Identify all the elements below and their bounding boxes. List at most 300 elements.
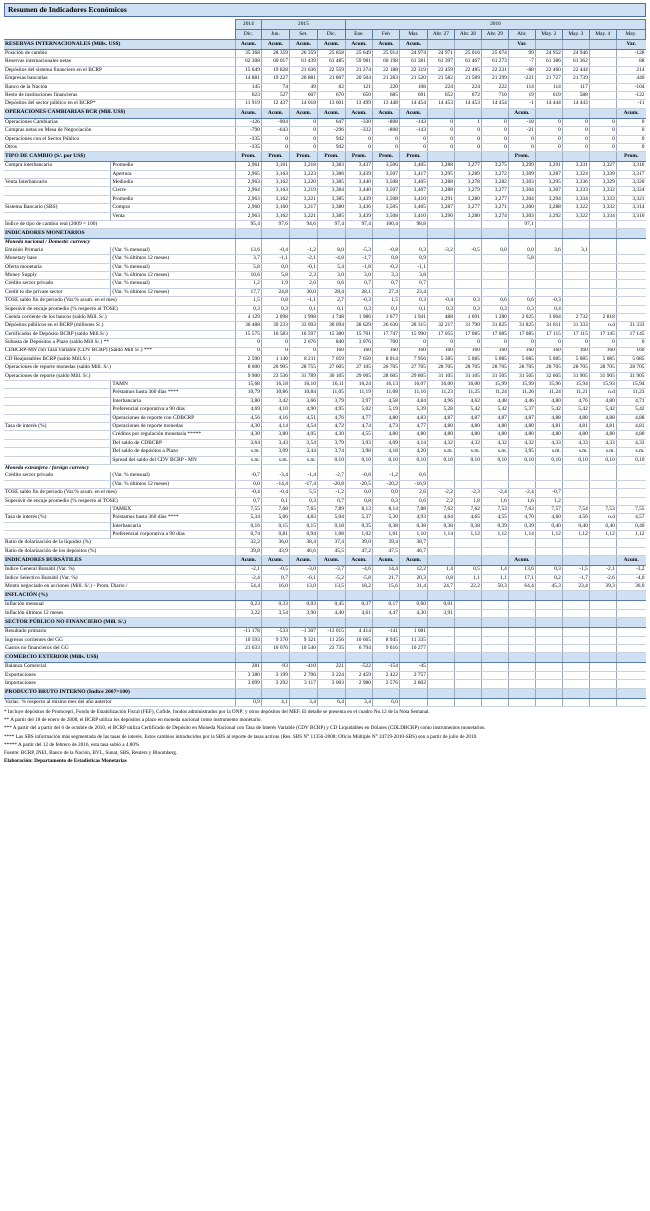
value-cell: 28,4 [317, 288, 345, 296]
value-cell [616, 547, 645, 555]
value-cell [616, 653, 645, 663]
value-cell: 25 074 [481, 50, 508, 58]
value-cell: 0,0 [261, 263, 289, 271]
value-cell: -7 [508, 58, 535, 66]
value-cell: 7,55 [235, 505, 261, 513]
value-cell: -808 [372, 118, 399, 126]
row-label: Compras netas en Mesa de Negociación [4, 127, 235, 135]
value-cell: 1 280 [481, 313, 508, 321]
value-cell [535, 645, 562, 653]
value-cell: 3,295 [427, 170, 454, 178]
value-cell: 27 605 [317, 364, 345, 372]
value-cell: 30,0 [289, 288, 317, 296]
value-cell [454, 108, 481, 118]
row-label: Gastos no financieros del GG [4, 645, 235, 653]
value-cell: 95,4 [235, 221, 261, 229]
value-cell: 214 [616, 66, 645, 74]
value-cell [562, 628, 589, 636]
value-cell: -88 [508, 66, 535, 74]
value-cell: 28 705 [454, 364, 481, 372]
value-cell [616, 288, 645, 296]
value-cell: Prom. [508, 152, 535, 162]
value-cell: 3,279 [454, 187, 481, 195]
value-cell: 14 018 [289, 100, 317, 108]
value-cell: 22 485 [454, 66, 481, 74]
value-cell: 61 281 [399, 58, 427, 66]
value-cell: 0 [399, 143, 427, 151]
value-cell: 4,32 [454, 439, 481, 447]
value-cell: 2 706 [289, 671, 317, 679]
row-label [4, 187, 111, 195]
value-cell: 4,88 [589, 414, 616, 422]
value-cell: 4,51 [289, 414, 317, 422]
value-cell [454, 221, 481, 229]
value-cell: 24 974 [399, 50, 427, 58]
value-cell [535, 628, 562, 636]
value-cell [427, 472, 454, 480]
value-cell: 11,23 [616, 389, 645, 397]
value-cell: -335 [235, 143, 261, 151]
row-unit: Compra [111, 204, 236, 212]
value-cell: 62 308 [235, 58, 261, 66]
value-cell: 4,54 [289, 423, 317, 431]
value-cell: 4,14 [261, 423, 289, 431]
value-cell [481, 464, 508, 472]
value-cell: 4,14 [399, 439, 427, 447]
value-cell [589, 255, 616, 263]
value-cell: 3,316 [616, 212, 645, 220]
value-cell [454, 698, 481, 706]
value-cell [589, 66, 616, 74]
value-cell: 2 732 [562, 313, 589, 321]
value-cell: 0,38 [372, 522, 399, 530]
table-row [4, 680, 646, 688]
value-cell: 15 649 [235, 66, 261, 74]
value-cell: 0,39 [481, 522, 508, 530]
value-cell: 5 085 [562, 355, 589, 363]
value-cell: 0 [427, 339, 454, 347]
table-row [4, 305, 646, 313]
value-cell: s.m. [589, 448, 616, 456]
value-cell [508, 671, 535, 679]
value-cell: 4,87 [508, 414, 535, 422]
value-cell: 1 986 [345, 313, 372, 321]
value-cell [589, 108, 616, 118]
value-cell: 527 [261, 91, 289, 99]
value-cell: 1,12 [616, 531, 645, 539]
value-cell: -1 307 [289, 628, 317, 636]
value-cell: 13,0 [289, 583, 317, 591]
row-label: Superávit de encaje promedio (% respecto al TOSE) [4, 305, 235, 313]
table-row [4, 522, 646, 530]
value-cell: -21 [508, 127, 535, 135]
value-cell: 20 905 [261, 364, 289, 372]
value-cell [508, 547, 535, 555]
value-cell: Acum. [616, 556, 645, 566]
value-cell [372, 618, 399, 628]
value-cell: 3,43 [261, 439, 289, 447]
table-row [4, 247, 646, 255]
value-cell: 30 105 [317, 372, 345, 380]
value-cell: 3,507 [372, 170, 399, 178]
value-cell: 0,38 [454, 522, 481, 530]
value-cell: 7 956 [399, 355, 427, 363]
value-cell: Prom. [372, 152, 399, 162]
table-row [4, 297, 646, 305]
value-cell: 4,30 [235, 431, 261, 439]
value-cell: 160 [317, 347, 345, 355]
value-cell [454, 688, 481, 698]
value-cell: -6,1 [289, 574, 317, 582]
row-label [4, 431, 111, 439]
value-cell: 3,09 [261, 448, 289, 456]
value-cell: 3,54 [289, 439, 317, 447]
value-cell: 11,24 [535, 389, 562, 397]
value-cell: -2,4 [508, 489, 535, 497]
value-cell: 0 [481, 143, 508, 151]
period-header: Feb [372, 30, 399, 40]
value-cell [589, 229, 616, 239]
section-title: INDICADORES BURSÁTILES [4, 556, 235, 566]
value-cell: 39 233 [261, 322, 289, 330]
value-cell: Var. [508, 40, 535, 50]
value-cell: 19 [508, 91, 535, 99]
value-cell: 2,3 [289, 271, 317, 279]
value-cell [481, 255, 508, 263]
value-cell: 3,303 [508, 179, 535, 187]
value-cell: 0 [481, 135, 508, 143]
value-cell [589, 618, 616, 628]
value-cell: -143 [399, 118, 427, 126]
value-cell [481, 271, 508, 279]
value-cell: 4,57 [616, 514, 645, 522]
value-cell: 23 536 [261, 372, 289, 380]
value-cell: s.m. [454, 448, 481, 456]
value-cell: 4,30 [317, 431, 345, 439]
value-cell: 0 [427, 127, 454, 135]
value-cell: 4,55 [345, 431, 372, 439]
value-cell: 1 998 [289, 313, 317, 321]
table-row [4, 628, 646, 636]
footnote: ***** A partir del 12 de febrero de 2016, esta tasa subió a 4.80% [4, 741, 140, 748]
row-label [4, 439, 111, 447]
value-cell [535, 636, 562, 644]
row-unit: Cierre [111, 187, 236, 195]
table-row [4, 322, 646, 330]
value-cell: 37,4 [317, 539, 345, 547]
value-cell: 0,3 [427, 305, 454, 313]
value-cell: Acum. [317, 40, 345, 50]
subsection-row [4, 239, 646, 247]
table-row [4, 364, 646, 372]
table-row [4, 339, 646, 347]
value-cell [481, 609, 508, 617]
value-cell [589, 100, 616, 108]
value-cell [616, 221, 645, 229]
value-cell: 1,08 [317, 531, 345, 539]
value-cell: 1,6 [481, 497, 508, 505]
value-cell: 4,81 [616, 423, 645, 431]
value-cell [562, 271, 589, 279]
value-cell: 0,35 [345, 522, 372, 530]
value-cell: 64,4 [508, 583, 535, 591]
value-cell: 619 [535, 91, 562, 99]
value-cell [481, 229, 508, 239]
value-cell [562, 40, 589, 50]
value-cell: 28 705 [562, 364, 589, 372]
table-row [4, 143, 646, 151]
value-cell [616, 628, 645, 636]
section-header-row [4, 152, 646, 162]
value-cell: 652 [427, 91, 454, 99]
value-cell: 0 [535, 143, 562, 151]
section-title: PRODUCTO BRUTO INTERNO (Índice 2007=100) [4, 688, 235, 698]
value-cell: 0 [481, 339, 508, 347]
value-cell: 31 505 [481, 372, 508, 380]
value-cell: 8 600 [235, 364, 261, 372]
value-cell [481, 239, 508, 247]
value-cell: 3,410 [399, 195, 427, 203]
row-unit: (Var. % mensual) [111, 280, 236, 288]
subsection-row [4, 464, 646, 472]
value-cell [508, 591, 535, 601]
value-cell [508, 636, 535, 644]
value-cell: 15 575 [235, 330, 261, 338]
value-cell [562, 280, 589, 288]
row-unit: (Var. % últimos 12 meses) [111, 271, 236, 279]
value-cell: 3,385 [317, 179, 345, 187]
value-cell [235, 464, 261, 472]
value-cell [616, 239, 645, 247]
value-cell: -45 [399, 663, 427, 671]
value-cell: 3,331 [562, 162, 589, 170]
value-cell [508, 480, 535, 488]
value-cell: 3,162 [261, 195, 289, 203]
value-cell: 0,0 [345, 489, 372, 497]
row-label: Importaciones [4, 680, 235, 688]
value-cell: 4,80 [589, 397, 616, 405]
value-cell: 7,54 [562, 505, 589, 513]
value-cell [481, 280, 508, 288]
value-cell: 670 [317, 91, 345, 99]
value-cell: 74 [261, 83, 289, 91]
value-cell [454, 618, 481, 628]
value-cell [481, 698, 508, 706]
table-row [4, 187, 646, 195]
value-cell: s.m. [616, 448, 645, 456]
value-cell: 3,4 [289, 698, 317, 706]
value-cell [454, 480, 481, 488]
row-label: Posición de cambio [4, 50, 235, 58]
value-cell: 4,87 [481, 414, 508, 422]
value-cell: 7,53 [589, 505, 616, 513]
value-cell [535, 288, 562, 296]
value-cell [562, 556, 589, 566]
value-cell: 21 739 [562, 75, 589, 83]
value-cell: s.m. [427, 448, 454, 456]
value-cell: 3,334 [589, 212, 616, 220]
value-cell [345, 653, 372, 663]
row-label: TOSE saldo fin de periodo (Var.% acum. en el mes) [4, 297, 235, 305]
value-cell: 0 [372, 135, 399, 143]
value-cell: 0,7 [345, 280, 372, 288]
value-cell [508, 663, 535, 671]
value-cell [508, 653, 535, 663]
row-unit: (Var. % últimos 12 meses) [111, 255, 236, 263]
value-cell: 3,223 [289, 170, 317, 178]
value-cell: 0,45 [317, 601, 345, 609]
value-cell [345, 464, 372, 472]
value-cell: 3,93 [345, 439, 372, 447]
value-cell: -1,7 [562, 574, 589, 582]
value-cell [535, 539, 562, 547]
value-cell: 3,332 [589, 187, 616, 195]
value-cell: 61 439 [289, 58, 317, 66]
value-cell: 5,8 [508, 255, 535, 263]
value-cell [427, 229, 454, 239]
value-cell: 21 636 [289, 66, 317, 74]
value-cell [427, 591, 454, 601]
value-cell: -18 [508, 118, 535, 126]
value-cell: 3 076 [345, 339, 372, 347]
value-cell: 11,23 [427, 389, 454, 397]
value-cell: 24 971 [427, 50, 454, 58]
value-cell: 1,5 [372, 297, 399, 305]
value-cell [616, 313, 645, 321]
value-cell [616, 480, 645, 488]
row-unit: (Var. % mensual) [111, 472, 236, 480]
value-cell [481, 671, 508, 679]
value-cell: 6,4 [317, 698, 345, 706]
value-cell [427, 636, 454, 644]
value-cell: 4,90 [289, 406, 317, 414]
value-cell: s.m. [235, 456, 261, 464]
footnote: ** A partir del 18 de enero de 2008, el BCRP utiliza los depósitos a plazo en moneda nacional como instrumento monetario. [4, 717, 262, 724]
value-cell [589, 680, 616, 688]
row-label: Cuenta corriente de los bancos (saldo Mill. S/.) [4, 313, 235, 321]
table-row [4, 263, 646, 271]
value-cell: 4,88 [535, 414, 562, 422]
value-cell: 25 014 [372, 50, 399, 58]
value-cell: 16,11 [317, 381, 345, 389]
value-cell: 28 705 [427, 364, 454, 372]
value-cell: 4,72 [317, 423, 345, 431]
footnote: *** A partir del a partir del 6 de octubre de 2010, el BCRP utiliza Certificado de Depósito en Moneda Nacional con Tasa de Interés Variable (CDV BCRP) y CD Liquidables en Dólares (CDLDBCRP) como instrumentos monetarios. [4, 725, 486, 732]
value-cell: 21 582 [427, 75, 454, 83]
value-cell: 0 [616, 143, 645, 151]
value-cell: 2,961 [235, 162, 261, 170]
value-cell: 10,84 [289, 389, 317, 397]
value-cell: 11,19 [345, 389, 372, 397]
value-cell [616, 263, 645, 271]
row-label: Moneda nacional / Domestic currency [5, 239, 91, 246]
value-cell: 17 055 [427, 330, 454, 338]
value-cell: 3,95 [508, 448, 535, 456]
period-header-row [4, 30, 646, 40]
value-cell: 1,6 [508, 497, 535, 505]
value-cell: -3,7 [317, 566, 345, 574]
row-label: Moneda extranjera / foreign currency [5, 464, 90, 471]
value-cell: -14,4 [261, 480, 289, 488]
value-cell: 4,16 [261, 414, 289, 422]
value-cell: 22 459 [427, 66, 454, 74]
value-cell: 15,93 [589, 381, 616, 389]
value-cell: 39,3 [589, 583, 616, 591]
row-label: Tasa de interés (%) [4, 514, 111, 522]
value-cell: 61 386 [535, 58, 562, 66]
value-cell [427, 653, 454, 663]
value-cell: 3,324 [562, 170, 589, 178]
table-row [4, 439, 646, 447]
value-cell: 3,44 [289, 448, 317, 456]
value-cell: 8 014 [372, 355, 399, 363]
value-cell: 3,221 [289, 195, 317, 203]
value-cell: 1,1 [481, 574, 508, 582]
table-row [4, 497, 646, 505]
value-cell: 5,8 [235, 263, 261, 271]
value-cell [508, 263, 535, 271]
value-cell: Prom. [616, 152, 645, 162]
value-cell [427, 255, 454, 263]
value-cell [508, 271, 535, 279]
value-cell [427, 663, 454, 671]
value-cell: 21 274 [345, 66, 372, 74]
value-cell: 0,10 [427, 456, 454, 464]
value-cell: 942 [317, 143, 345, 151]
value-cell: 607 [289, 91, 317, 99]
table-row [4, 170, 646, 178]
table-row [4, 389, 646, 397]
value-cell: 3,304 [508, 195, 535, 203]
value-cell: 7,88 [399, 505, 427, 513]
value-cell: 160 [372, 347, 399, 355]
page-title: Resumen de Indicadores Económicos [4, 3, 646, 17]
value-cell: 0 [508, 135, 535, 143]
section-header-row [4, 40, 646, 50]
value-cell [289, 591, 317, 601]
value-cell [481, 680, 508, 688]
row-label [4, 195, 111, 203]
value-cell: 0 [261, 347, 289, 355]
value-cell: 0,0 [481, 247, 508, 255]
value-cell: -122 [616, 91, 645, 99]
value-cell: 3,277 [454, 162, 481, 170]
value-cell: 5,34 [235, 514, 261, 522]
value-cell: 18,2 [345, 583, 372, 591]
value-cell: 19 828 [261, 66, 289, 74]
value-cell: -0,7 [535, 489, 562, 497]
value-cell [454, 663, 481, 671]
value-cell: 3,277 [454, 204, 481, 212]
value-cell: 8,0 [317, 247, 345, 255]
value-cell: 3,405 [399, 162, 427, 170]
table-body [4, 40, 646, 707]
value-cell: Acum. [508, 108, 535, 118]
value-cell: 16 597 [289, 330, 317, 338]
value-cell [535, 255, 562, 263]
period-header: Ene. [345, 30, 372, 40]
value-cell: 4,81 [535, 423, 562, 431]
value-cell: 1,02 [345, 531, 372, 539]
row-label [4, 381, 111, 389]
period-header: Abr. 29 [481, 30, 508, 40]
value-cell [399, 653, 427, 663]
value-cell: 7,68 [261, 505, 289, 513]
value-cell [372, 591, 399, 601]
value-cell: 14 881 [235, 75, 261, 83]
value-cell: 3,439 [345, 212, 372, 220]
value-cell [562, 591, 589, 601]
